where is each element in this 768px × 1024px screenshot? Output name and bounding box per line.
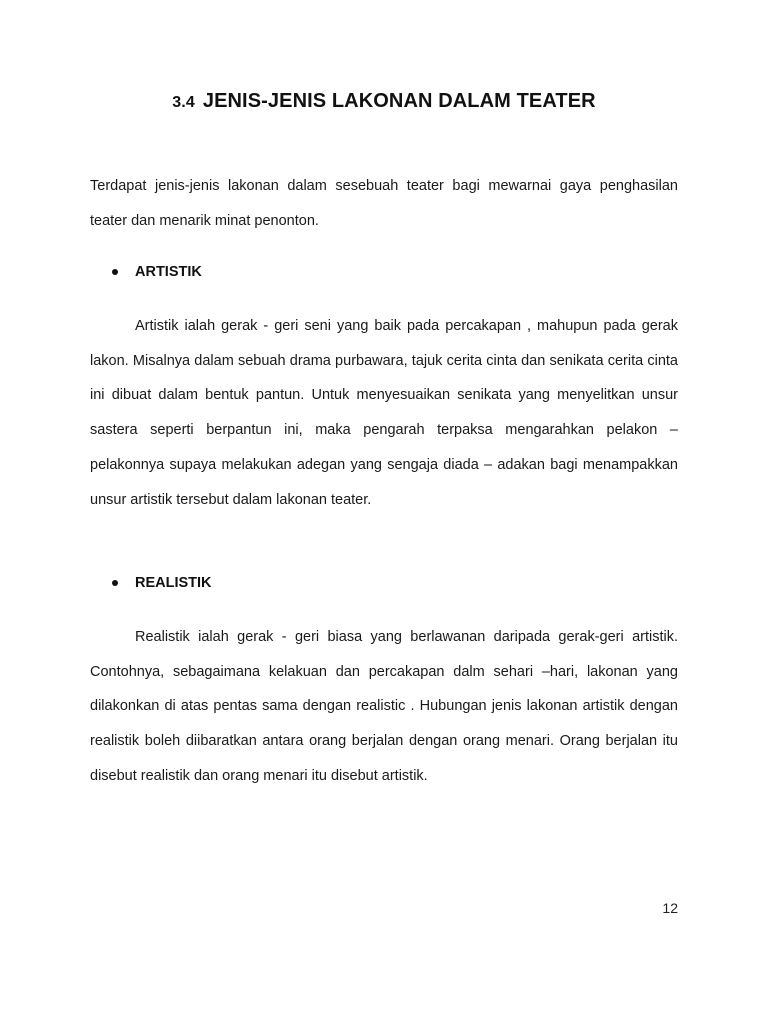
bullet-realistik: [112, 575, 212, 591]
section-heading: [0, 90, 768, 113]
page-number: 12: [662, 900, 678, 916]
bullet-dot-icon: [112, 269, 118, 275]
bullet-label: REALISTIK: [135, 575, 212, 591]
intro-paragraph: Terdapat jenis-jenis lakonan dalam sesebuah teater bagi mewarnai gaya penghasilan teater dan menarik minat penonton.: [90, 178, 678, 229]
section-number: 3.4: [172, 94, 195, 111]
bullet-label: ARTISTIK: [135, 264, 202, 280]
bullet-dot-icon: [112, 580, 118, 586]
realistik-paragraph: Realistik ialah gerak - geri biasa yang berlawanan daripada gerak-geri artistik. Contohnya, sebagaimana kelakuan dan percakapan dalm sehari –hari, lakonan yang dilakonkan di atas pentas sama dengan realistic . Hubungan jenis lakonan artistik dengan realistik boleh diibaratkan antara orang berjalan dengan orang menari. Orang berjalan itu disebut realistik dan orang menari itu disebut artistik.: [90, 629, 678, 784]
bullet-artistik: [112, 264, 202, 280]
artistik-paragraph: Artistik ialah gerak - geri seni yang baik pada percakapan , mahupun pada gerak lakon. Misalnya dalam sebuah drama purbawara, tajuk cerita cinta dan senikata cerita cinta ini dibuat dalam bentuk pantun. Untuk menyesuaikan senikata yang menyelitkan unsur sastera seperti berpantun ini, maka pengarah terpaksa mengarahkan pelakon – pelakonnya supaya melakukan adegan yang sengaja diada – adakan bagi menampakkan unsur artistik tersebut dalam lakonan teater.: [90, 318, 678, 508]
section-title: JENIS-JENIS LAKONAN DALAM TEATER: [202, 90, 596, 112]
